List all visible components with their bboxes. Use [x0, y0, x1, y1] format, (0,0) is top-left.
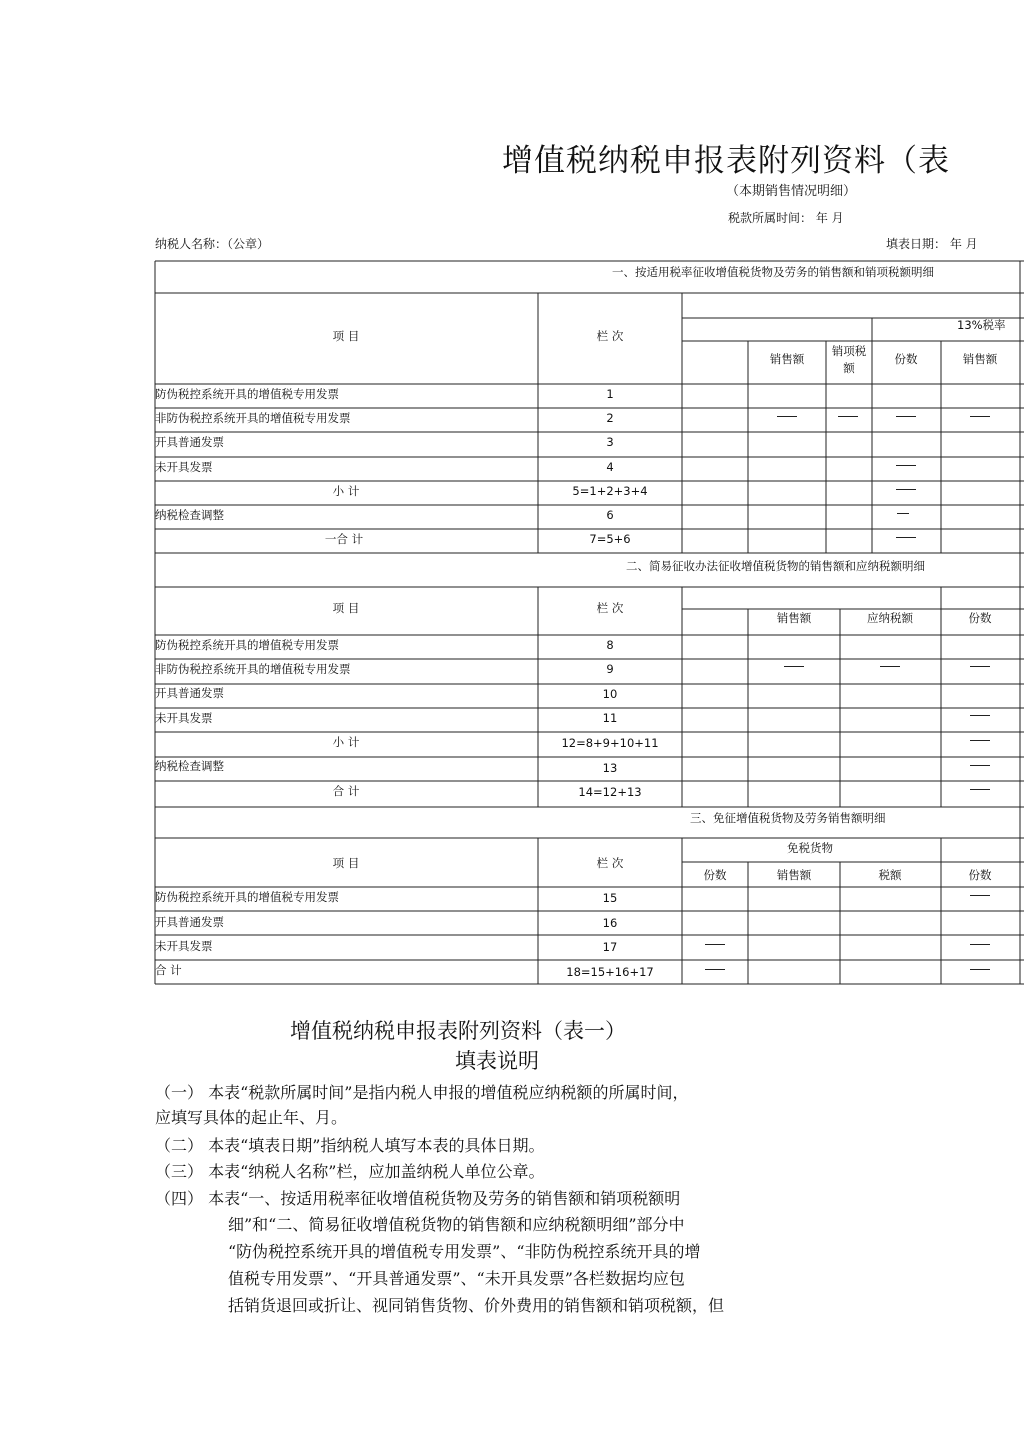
table-row-item: 非防伪税控系统开具的增值税专用发票	[155, 662, 351, 676]
empty-dash	[970, 944, 990, 945]
empty-dash	[970, 715, 990, 716]
empty-dash	[970, 666, 990, 667]
table-row-item: 一合 计	[324, 532, 364, 546]
table-row-item: 开具普通发票	[155, 435, 224, 449]
empty-dash	[970, 969, 990, 970]
section3-sub-col: 税额	[878, 868, 902, 882]
section3-group-label: 免税货物	[787, 841, 833, 855]
section2-col-row: 栏 次	[596, 601, 624, 615]
table-row-item: 小 计	[332, 484, 360, 498]
table-row-code: 7=5+6	[589, 532, 631, 546]
table-row-code: 16	[602, 916, 618, 930]
table-row-code: 11	[602, 711, 618, 725]
section1-sub-col: 份数	[894, 352, 918, 366]
table-row-item: 纳税检查调整	[155, 508, 224, 522]
fill-date: 填表日期： 年 月	[886, 237, 978, 251]
empty-dash	[705, 969, 725, 970]
table-row-item: 开具普通发票	[155, 915, 224, 929]
table-row-code: 12=8+9+10+11	[561, 736, 659, 750]
section2-sub-col: 应纳税额	[867, 611, 913, 625]
note-line: “防伪税控系统开具的增值税专用发票”、“非防伪税控系统开具的增	[228, 1242, 701, 1261]
table-row-code: 8	[606, 638, 614, 652]
table-row-item: 未开具发票	[155, 939, 213, 953]
section3-sub-col: 销售额	[776, 868, 812, 882]
table-row-item: 防伪税控系统开具的增值税专用发票	[155, 387, 339, 401]
taxpayer-name: 纳税人名称：（公章）	[155, 237, 270, 251]
table-row-item: 小 计	[332, 735, 360, 749]
empty-dash	[970, 740, 990, 741]
notes-title: 增值税纳税申报表附列资料（表一）	[290, 1019, 626, 1043]
table-row-code: 18=15+16+17	[566, 965, 654, 979]
empty-dash	[970, 416, 990, 417]
section1-col-row: 栏 次	[596, 329, 624, 343]
table-row-code: 9	[606, 662, 614, 676]
table-row-item: 未开具发票	[155, 711, 213, 725]
section2-sub-col: 份数	[968, 611, 992, 625]
note-line: 细”和“二、简易征收增值税货物的销售额和应纳税额明细”部分中	[228, 1215, 685, 1234]
empty-dash	[705, 944, 725, 945]
table-row-code: 10	[602, 687, 618, 701]
section3-sub-col: 份数	[703, 868, 727, 882]
empty-dash	[970, 895, 990, 896]
table-row-code: 15	[602, 891, 618, 905]
section2-heading: 二、简易征收办法征收增值税货物的销售额和应纳税额明细	[626, 559, 925, 573]
empty-dash	[896, 416, 916, 417]
section1-rate-label: 13%税率	[957, 318, 1006, 332]
table-row-item: 非防伪税控系统开具的增值税专用发票	[155, 411, 351, 425]
table-row-code: 4	[606, 460, 614, 474]
form-subtitle: （本期销售情况明细）	[726, 184, 857, 199]
section3-col-row: 栏 次	[596, 856, 624, 870]
table-row-item: 开具普通发票	[155, 686, 224, 700]
table-row-item: 合 计	[332, 784, 360, 798]
notes-subtitle: 填表说明	[455, 1049, 539, 1073]
section1-sub-col: 销项税额	[831, 344, 867, 375]
note-line: 应填写具体的起止年、月。	[155, 1108, 348, 1127]
tax-period: 税款所属时间： 年 月	[728, 211, 844, 225]
empty-dash	[784, 666, 804, 667]
table-row-item: 未开具发票	[155, 460, 213, 474]
empty-dash	[896, 465, 916, 466]
form-title: 增值税纳税申报表附列资料（表	[502, 143, 950, 179]
table-row-code: 3	[606, 435, 614, 449]
note-line: 值税专用发票”、“开具普通发票”、“未开具发票”各栏数据均应包	[228, 1269, 685, 1288]
note-line: 括销货退回或折让、视同销售货物、价外费用的销售额和销项税额，但	[228, 1296, 725, 1315]
empty-dash	[880, 666, 900, 667]
table-row-code: 17	[602, 940, 618, 954]
section3-heading: 三、免征增值税货物及劳务销售额明细	[690, 811, 886, 825]
note-line: （三） 本表“纳税人名称”栏，应加盖纳税人单位公章。	[155, 1162, 545, 1181]
table-row-item: 合 计	[155, 963, 182, 977]
section2-sub-col: 销售额	[776, 611, 812, 625]
table-row-code: 6	[606, 508, 614, 522]
note-line: （四） 本表“一、按适用税率征收增值税货物及劳务的销售额和销项税额明	[155, 1189, 681, 1208]
table-row-code: 13	[602, 761, 618, 775]
section3-col-item: 项 目	[332, 856, 360, 870]
table-row-code: 5=1+2+3+4	[572, 484, 648, 498]
empty-dash	[896, 489, 916, 490]
empty-dash	[970, 789, 990, 790]
empty-dash	[838, 416, 858, 417]
table-row-item: 防伪税控系统开具的增值税专用发票	[155, 638, 339, 652]
note-line: （二） 本表“填表日期”指纳税人填写本表的具体日期。	[155, 1136, 545, 1155]
table-row-code: 2	[606, 411, 614, 425]
table-row-item: 防伪税控系统开具的增值税专用发票	[155, 890, 339, 904]
section1-sub-col: 销售额	[962, 352, 998, 366]
section1-col-item: 项 目	[332, 329, 360, 343]
empty-dash	[777, 416, 797, 417]
section3-sub-col: 份数	[968, 868, 992, 882]
table-row-code: 1	[606, 387, 614, 401]
section2-col-item: 项 目	[332, 601, 360, 615]
empty-dash	[970, 765, 990, 766]
empty-dash	[896, 537, 916, 538]
note-line: （一） 本表“税款所属时间”是指内税人申报的增值税应纳税额的所属时间，	[155, 1083, 689, 1102]
table-row-code: 14=12+13	[578, 785, 642, 799]
section1-heading: 一、按适用税率征收增值税货物及劳务的销售额和销项税额明细	[612, 265, 934, 279]
section1-sub-col: 销售额	[769, 352, 805, 366]
table-row-item: 纳税检查调整	[155, 759, 224, 773]
empty-dash	[897, 513, 909, 514]
